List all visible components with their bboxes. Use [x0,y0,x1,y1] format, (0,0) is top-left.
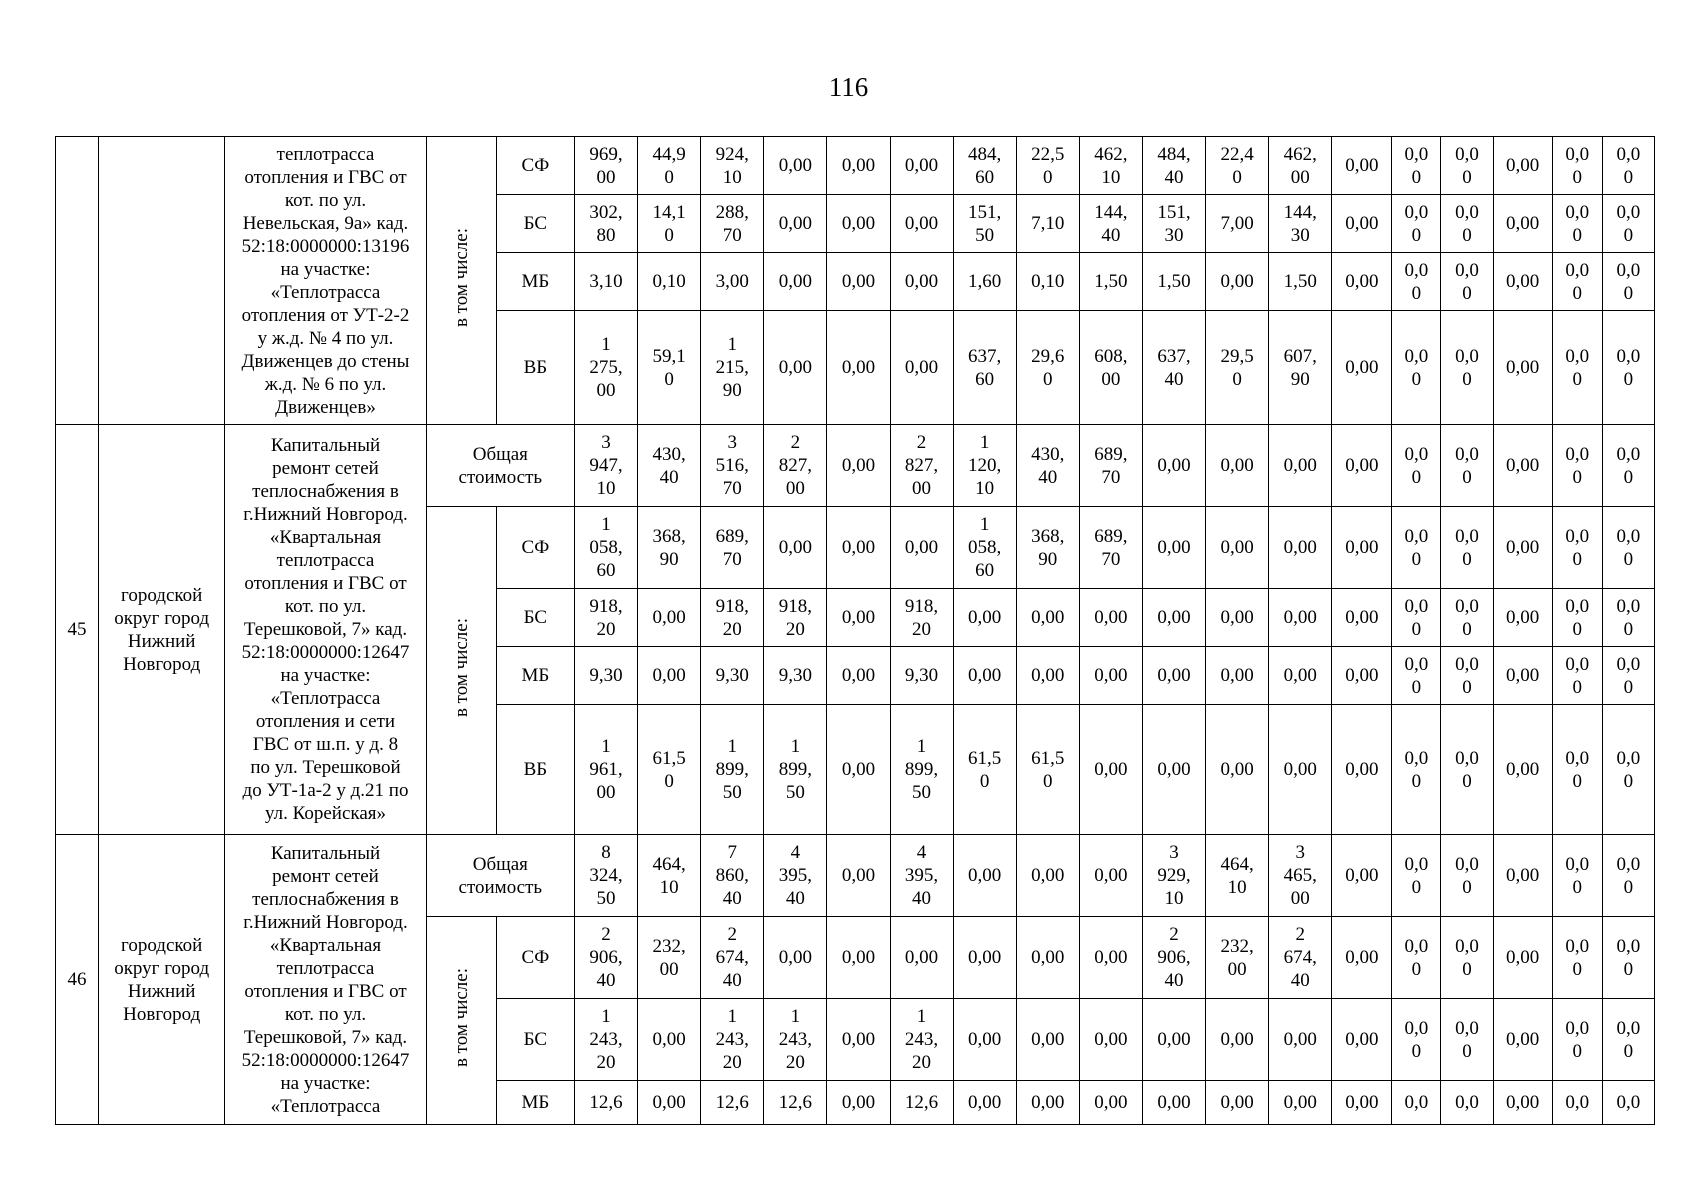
value-cell: 0,00 [827,137,890,195]
value-cell: 0,00 [1142,589,1205,647]
value-cell: 12,6 [890,1081,953,1125]
value-cell: 0,00 [1493,507,1552,589]
value-cell: 9,30 [574,647,637,705]
value-cell: 0,00 [1332,1081,1392,1125]
value-cell: 0,00 [1206,647,1269,705]
value-cell: 0,0 0 [1392,311,1441,425]
value-cell: 232, 00 [638,917,701,999]
value-cell: 0,00 [764,507,827,589]
value-cell: 0,0 0 [1392,835,1441,917]
value-cell: 3,10 [574,253,637,311]
sub-group-label-text: в том числе: [450,227,472,328]
value-cell: 2 827, 00 [890,425,953,507]
value-cell: 12,6 [701,1081,764,1125]
value-cell: 0,0 0 [1441,425,1493,507]
value-cell: 0,00 [953,1081,1016,1125]
value-cell: 0,00 [1269,425,1332,507]
value-cell: 0,00 [1016,999,1079,1081]
value-cell: 29,5 0 [1206,311,1269,425]
value-cell: 9,30 [764,647,827,705]
value-cell: 0,00 [1079,647,1142,705]
funding-source-label: БС [496,999,574,1081]
value-cell: 1 058, 60 [953,507,1016,589]
value-cell: 462, 10 [1079,137,1142,195]
value-cell: 4 395, 40 [764,835,827,917]
value-cell: 637, 40 [1142,311,1205,425]
value-cell: 0,00 [827,999,890,1081]
page-number: 116 [828,72,869,102]
value-cell: 0,0 0 [1602,835,1654,917]
value-cell: 61,5 0 [638,705,701,835]
value-cell: 22,4 0 [1206,137,1269,195]
value-cell: 0,0 0 [1441,917,1493,999]
value-cell: 0,0 0 [1392,917,1441,999]
value-cell: 0,00 [1493,425,1552,507]
value-cell: 3 516, 70 [701,425,764,507]
value-cell: 3 465, 00 [1269,835,1332,917]
value-cell: 0,0 0 [1552,137,1602,195]
project-description: Капитальный ремонт сетей теплоснабжения в г.Нижний Новгород. «Квартальная теплотрасса отопления и ГВС от кот. по ул. Терешковой, 7» кад. 52:18:0000000:12647 на участке: «Теплотрасса [225,835,426,1125]
value-cell: 0,00 [827,311,890,425]
table-row [56,425,1655,507]
value-cell: 0,00 [1016,917,1079,999]
value-cell: 0,0 0 [1441,507,1493,589]
row-number [56,137,99,425]
value-cell: 0,0 0 [1552,999,1602,1081]
funding-source-label: ВБ [496,311,574,425]
value-cell: 0,00 [953,835,1016,917]
value-cell: 0,00 [1493,647,1552,705]
value-cell: 144, 40 [1079,195,1142,253]
value-cell: 0,0 0 [1602,589,1654,647]
value-cell: 0,00 [1332,835,1392,917]
value-cell: 0,0 0 [1552,835,1602,917]
sub-group-label [426,137,496,425]
value-cell: 1 899, 50 [890,705,953,835]
value-cell: 0,0 0 [1441,647,1493,705]
value-cell: 3,00 [701,253,764,311]
funding-source-label: МБ [496,1081,574,1125]
value-cell: 0,00 [1493,589,1552,647]
value-cell: 0,0 0 [1441,589,1493,647]
value-cell: 0,00 [953,999,1016,1081]
value-cell: 0,0 0 [1552,425,1602,507]
value-cell: 12,6 [764,1081,827,1125]
value-cell: 0,00 [890,917,953,999]
value-cell: 0,00 [764,137,827,195]
value-cell: 0,00 [827,589,890,647]
value-cell: 462, 00 [1269,137,1332,195]
value-cell: 0,0 [1392,1081,1441,1125]
value-cell: 0,00 [1142,705,1205,835]
value-cell: 232, 00 [1206,917,1269,999]
value-cell: 430, 40 [1016,425,1079,507]
value-cell: 0,00 [1142,425,1205,507]
value-cell: 1 058, 60 [574,507,637,589]
funding-source-label: СФ [496,137,574,195]
value-cell: 0,00 [1332,195,1392,253]
value-cell: 0,0 0 [1441,311,1493,425]
value-cell: 0,00 [1493,137,1552,195]
value-cell: 1,50 [1079,253,1142,311]
project-description: теплотрасса отопления и ГВС от кот. по ул. Невельская, 9а» кад. 52:18:0000000:13196 на участке: «Теплотрасса отопления от УТ-2-2 у ж.д. № 4 по ул. Движенцев до стены ж.д. № 6 по ул. Движенцев» [225,137,426,425]
value-cell: 0,00 [1332,425,1392,507]
value-cell: 0,0 0 [1441,253,1493,311]
value-cell: 0,00 [1332,999,1392,1081]
value-cell: 0,00 [1493,835,1552,917]
value-cell: 0,00 [827,507,890,589]
value-cell: 0,00 [1016,835,1079,917]
value-cell: 7 860, 40 [701,835,764,917]
value-cell: 1 243, 20 [701,999,764,1081]
funding-source-label: МБ [496,647,574,705]
value-cell: 151, 50 [953,195,1016,253]
value-cell: 0,00 [890,311,953,425]
value-cell: 0,00 [1079,1081,1142,1125]
value-cell: 0,0 0 [1602,195,1654,253]
value-cell: 0,00 [953,647,1016,705]
value-cell: 430, 40 [638,425,701,507]
value-cell: 0,00 [1079,917,1142,999]
value-cell: 302, 80 [574,195,637,253]
value-cell: 0,00 [1206,507,1269,589]
value-cell: 0,0 0 [1392,647,1441,705]
value-cell: 0,00 [890,253,953,311]
value-cell: 151, 30 [1142,195,1205,253]
total-cost-label: Общая стоимость [426,835,574,917]
funding-source-label: СФ [496,507,574,589]
value-cell: 59,1 0 [638,311,701,425]
value-cell: 0,00 [827,195,890,253]
value-cell: 608, 00 [1079,311,1142,425]
value-cell: 1 243, 20 [890,999,953,1081]
value-cell: 61,5 0 [1016,705,1079,835]
value-cell: 0,0 0 [1552,253,1602,311]
value-cell: 0,00 [1332,507,1392,589]
value-cell: 0,00 [764,253,827,311]
value-cell: 0,00 [827,917,890,999]
value-cell: 0,00 [1493,917,1552,999]
value-cell: 61,5 0 [953,705,1016,835]
value-cell: 0,00 [827,253,890,311]
value-cell: 0,00 [1206,705,1269,835]
sub-group-label-text: в том числе: [450,617,472,718]
value-cell: 0,00 [1142,507,1205,589]
value-cell: 2 674, 40 [1269,917,1332,999]
value-cell: 0,0 0 [1441,999,1493,1081]
value-cell: 0,00 [638,1081,701,1125]
value-cell: 0,00 [1332,311,1392,425]
value-cell: 0,00 [1493,1081,1552,1125]
value-cell: 0,0 0 [1552,917,1602,999]
value-cell: 1,50 [1269,253,1332,311]
value-cell: 368, 90 [638,507,701,589]
value-cell: 0,00 [764,311,827,425]
value-cell: 918, 20 [890,589,953,647]
value-cell: 0,00 [1493,195,1552,253]
value-cell: 0,00 [1206,253,1269,311]
table-row [56,137,1655,195]
value-cell: 484, 40 [1142,137,1205,195]
value-cell: 607, 90 [1269,311,1332,425]
value-cell: 0,0 0 [1552,507,1602,589]
row-number: 46 [56,835,99,1125]
value-cell: 0,00 [1332,917,1392,999]
municipality: городской округ город Нижний Новгород [99,835,225,1125]
value-cell: 0,00 [1079,705,1142,835]
value-cell: 0,00 [1269,647,1332,705]
value-cell: 969, 00 [574,137,637,195]
value-cell: 1 275, 00 [574,311,637,425]
value-cell: 368, 90 [1016,507,1079,589]
value-cell: 1,60 [953,253,1016,311]
value-cell: 0,00 [890,137,953,195]
value-cell: 0,00 [1493,253,1552,311]
value-cell: 918, 20 [574,589,637,647]
value-cell: 0,00 [1016,1081,1079,1125]
value-cell: 0,0 0 [1602,253,1654,311]
value-cell: 0,00 [953,589,1016,647]
value-cell: 0,00 [1016,647,1079,705]
value-cell: 0,00 [1206,999,1269,1081]
value-cell: 918, 20 [701,589,764,647]
value-cell: 1 899, 50 [701,705,764,835]
value-cell: 0,00 [1079,589,1142,647]
value-cell: 0,0 0 [1552,195,1602,253]
project-description: Капитальный ремонт сетей теплоснабжения в г.Нижний Новгород. «Квартальная теплотрасса отопления и ГВС от кот. по ул. Терешковой, 7» кад. 52:18:0000000:12647 на участке: «Теплотрасса отопления и сети ГВС от ш.п. у д. 8 по ул. Терешковой до УТ-1а-2 у д.21 по ул. Корейская» [225,425,426,835]
value-cell: 0,00 [638,589,701,647]
value-cell: 0,00 [1142,999,1205,1081]
value-cell: 0,00 [1269,999,1332,1081]
value-cell: 0,00 [890,507,953,589]
value-cell: 8 324, 50 [574,835,637,917]
value-cell: 0,0 0 [1602,507,1654,589]
value-cell: 1 899, 50 [764,705,827,835]
value-cell: 0,0 0 [1392,195,1441,253]
value-cell: 0,0 0 [1602,425,1654,507]
value-cell: 0,00 [827,1081,890,1125]
value-cell: 0,10 [1016,253,1079,311]
total-cost-label: Общая стоимость [426,425,574,507]
value-cell: 0,00 [827,705,890,835]
value-cell: 2 906, 40 [574,917,637,999]
value-cell: 0,0 0 [1441,835,1493,917]
value-cell: 0,0 0 [1552,647,1602,705]
value-cell: 0,00 [1332,137,1392,195]
value-cell: 484, 60 [953,137,1016,195]
value-cell: 0,0 0 [1392,507,1441,589]
value-cell: 1 215, 90 [701,311,764,425]
value-cell: 0,0 0 [1441,137,1493,195]
row-number: 45 [56,425,99,835]
funding-source-label: ВБ [496,705,574,835]
table-row [56,835,1655,917]
value-cell: 0,0 0 [1392,253,1441,311]
value-cell: 0,00 [1206,1081,1269,1125]
value-cell: 0,00 [1332,705,1392,835]
value-cell: 144, 30 [1269,195,1332,253]
sub-group-label [426,507,496,835]
value-cell: 0,00 [890,195,953,253]
value-cell: 288, 70 [701,195,764,253]
value-cell: 44,9 0 [638,137,701,195]
value-cell: 0,0 0 [1602,647,1654,705]
value-cell: 0,00 [638,999,701,1081]
value-cell: 9,30 [890,647,953,705]
value-cell: 918, 20 [764,589,827,647]
value-cell: 0,00 [953,917,1016,999]
value-cell: 12,6 [574,1081,637,1125]
value-cell: 0,00 [1269,705,1332,835]
value-cell: 1 120, 10 [953,425,1016,507]
value-cell: 0,00 [764,195,827,253]
value-cell: 1 243, 20 [764,999,827,1081]
value-cell: 689, 70 [701,507,764,589]
value-cell: 14,1 0 [638,195,701,253]
value-cell: 0,0 0 [1552,311,1602,425]
value-cell: 0,0 0 [1441,195,1493,253]
value-cell: 0,00 [764,917,827,999]
value-cell: 0,0 0 [1552,705,1602,835]
value-cell: 464, 10 [1206,835,1269,917]
value-cell: 0,00 [827,425,890,507]
value-cell: 0,0 0 [1552,589,1602,647]
value-cell: 0,00 [1142,647,1205,705]
value-cell: 0,00 [1206,425,1269,507]
value-cell: 0,00 [1269,507,1332,589]
value-cell: 0,00 [1269,589,1332,647]
value-cell: 0,00 [638,647,701,705]
value-cell: 3 947, 10 [574,425,637,507]
funding-source-label: БС [496,195,574,253]
value-cell: 2 674, 40 [701,917,764,999]
funding-source-label: МБ [496,253,574,311]
value-cell: 689, 70 [1079,425,1142,507]
value-cell: 0,0 0 [1392,137,1441,195]
value-cell: 0,0 0 [1392,589,1441,647]
value-cell: 0,0 [1602,1081,1654,1125]
value-cell: 0,00 [1493,705,1552,835]
municipality [99,137,225,425]
value-cell: 9,30 [701,647,764,705]
sub-group-label [426,917,496,1125]
value-cell: 1 961, 00 [574,705,637,835]
value-cell: 0,0 0 [1392,999,1441,1081]
budget-table [55,136,1655,1125]
value-cell: 0,00 [1269,1081,1332,1125]
value-cell: 0,00 [827,647,890,705]
value-cell: 0,00 [1142,1081,1205,1125]
value-cell: 1,50 [1142,253,1205,311]
value-cell: 0,00 [1493,999,1552,1081]
value-cell: 3 929, 10 [1142,835,1205,917]
value-cell: 0,00 [1016,589,1079,647]
value-cell: 0,0 0 [1602,999,1654,1081]
value-cell: 0,0 0 [1602,137,1654,195]
value-cell: 689, 70 [1079,507,1142,589]
value-cell: 7,10 [1016,195,1079,253]
value-cell: 0,0 [1441,1081,1493,1125]
value-cell: 29,6 0 [1016,311,1079,425]
value-cell: 2 906, 40 [1142,917,1205,999]
value-cell: 0,00 [1079,835,1142,917]
value-cell: 2 827, 00 [764,425,827,507]
value-cell: 0,00 [1332,647,1392,705]
value-cell: 0,0 0 [1602,311,1654,425]
value-cell: 0,00 [1206,589,1269,647]
value-cell: 464, 10 [638,835,701,917]
funding-source-label: СФ [496,917,574,999]
value-cell: 22,5 0 [1016,137,1079,195]
value-cell: 0,00 [1332,253,1392,311]
funding-source-label: БС [496,589,574,647]
value-cell: 0,0 0 [1392,425,1441,507]
value-cell: 4 395, 40 [890,835,953,917]
value-cell: 0,00 [827,835,890,917]
value-cell: 1 243, 20 [574,999,637,1081]
sub-group-label-text: в том числе: [450,967,472,1068]
value-cell: 0,10 [638,253,701,311]
value-cell: 0,00 [1332,589,1392,647]
value-cell: 0,0 0 [1602,917,1654,999]
value-cell: 0,0 [1552,1081,1602,1125]
value-cell: 637, 60 [953,311,1016,425]
value-cell: 0,0 0 [1392,705,1441,835]
value-cell: 924, 10 [701,137,764,195]
municipality: городской округ город Нижний Новгород [99,425,225,835]
value-cell: 0,00 [1079,999,1142,1081]
value-cell: 0,0 0 [1602,705,1654,835]
value-cell: 7,00 [1206,195,1269,253]
value-cell: 0,0 0 [1441,705,1493,835]
value-cell: 0,00 [1493,311,1552,425]
